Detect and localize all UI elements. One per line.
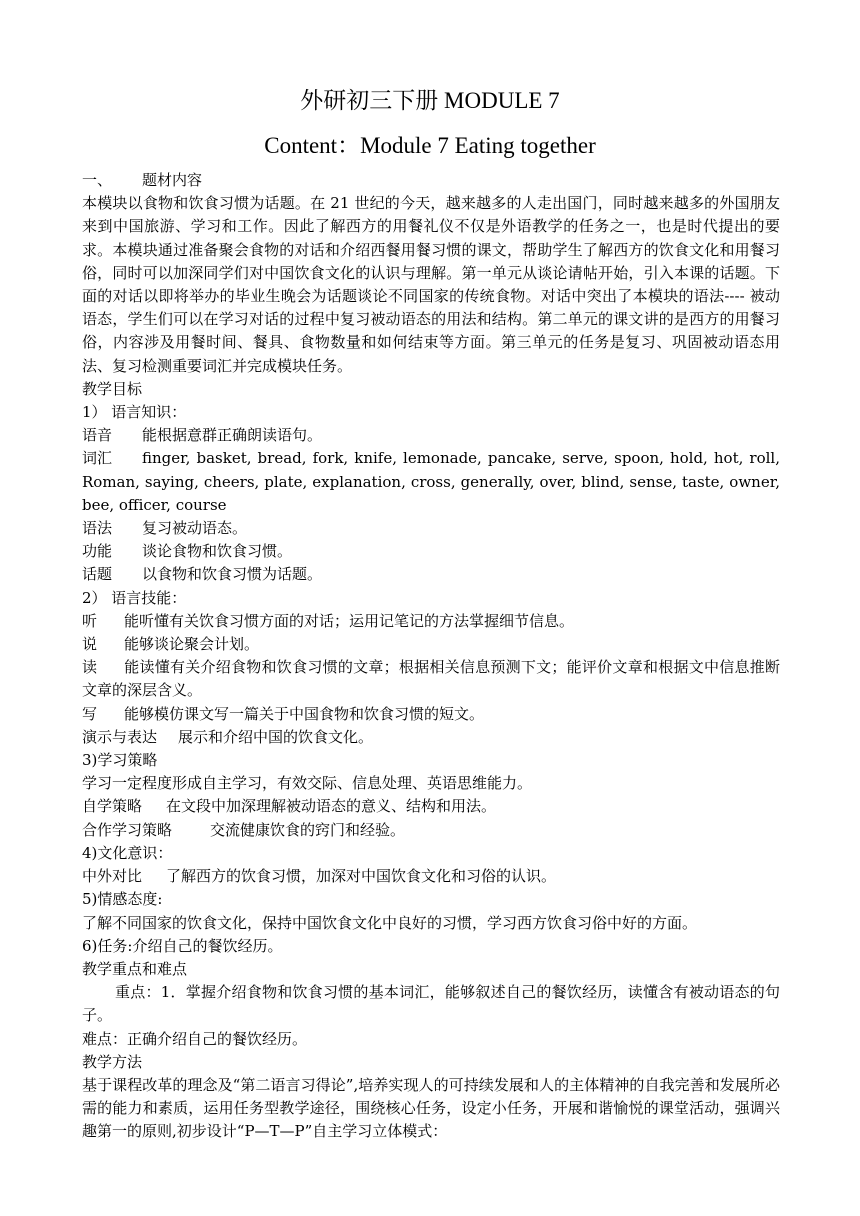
topic-line	[82, 563, 780, 586]
document-title: 外研初三下册 MODULE 7	[300, 88, 560, 113]
coop-strategy-label: 合作学习策略	[82, 820, 173, 839]
coop-strategy-text: 交流健康饮食的窍门和经验。	[210, 820, 406, 839]
pronunciation-line	[82, 424, 780, 447]
reading-label: 读	[82, 658, 98, 677]
culture-text: 了解西方的饮食习惯，加深对中国饮食文化和习俗的认识。	[166, 867, 557, 886]
listening-text: 能听懂有关饮食习惯方面的对话；运用记笔记的方法掌握细节信息。	[124, 611, 575, 630]
document-subtitle: Content：Module 7 Eating together	[264, 133, 596, 158]
lang-skills-heading: 2） 语言技能：	[82, 588, 187, 607]
method-heading: 教学方法	[82, 1052, 143, 1071]
goals-heading: 教学目标	[82, 379, 143, 398]
reading-line	[82, 656, 780, 702]
function-line	[82, 540, 780, 563]
pronunciation-label: 语音	[82, 426, 113, 445]
speaking-label: 说	[82, 635, 98, 654]
grammar-label: 语法	[82, 519, 113, 538]
key-points-text: 重点：1．掌握介绍食物和饮食习惯的基本词汇，能够叙述自己的餐饮经历，读懂含有被动语态的句子。	[82, 983, 780, 1025]
speaking-text: 能够谈论聚会计划。	[124, 635, 260, 654]
strategy-heading: 3)学习策略	[82, 751, 158, 770]
listening-line	[82, 610, 780, 633]
speaking-line	[82, 633, 780, 656]
section-heading-subject	[82, 169, 780, 192]
self-strategy-label: 自学策略	[82, 797, 143, 816]
culture-label: 中外对比	[82, 867, 143, 886]
difficult-points-text: 难点：正确介绍自己的餐饮经历。	[82, 1029, 308, 1048]
presentation-line	[82, 726, 780, 749]
attitude-heading: 5)情感态度:	[82, 890, 163, 909]
document-body	[82, 169, 780, 1144]
function-label: 功能	[82, 542, 113, 561]
self-strategy-line	[82, 795, 780, 818]
method-text: 基于课程改革的理念及“第二语言习得论”,培养实现人的可持续发展和人的主体精神的自我完善和发展所必需的能力和素质，运用任务型教学途径，围绕核心任务，设定小任务，开展和谐愉悦的课堂活动，强调兴趣第一的原则,初步设计“P—T—P”自主学习立体模式：	[82, 1075, 780, 1141]
self-strategy-text: 在文段中加深理解被动语态的意义、结构和用法。	[166, 797, 497, 816]
grammar-line	[82, 517, 780, 540]
strategy-text: 学习一定程度形成自主学习，有效交际、信息处理、英语思维能力。	[82, 774, 533, 793]
vocabulary-label: 词汇	[82, 449, 113, 468]
section-label: 题材内容	[142, 171, 203, 189]
presentation-label: 演示与表达	[82, 727, 158, 746]
task-heading: 6)任务:介绍自己的餐饮经历。	[82, 936, 283, 955]
function-text: 谈论食物和饮食习惯。	[142, 542, 293, 561]
culture-line	[82, 865, 780, 888]
intro-paragraph: 本模块以食物和饮食习惯为话题。在 21 世纪的今天，越来越多的人走出国门，同时越来越多的外国朋友来到中国旅游、学习和工作。因此了解西方的用餐礼仪不仅是外语教学的任务之一，也是时代提出的要求。本模块通过准备聚会食物的对话和介绍西餐用餐习惯的课文，帮助学生了解西方的饮食文化和用餐习俗，同时可以加深同学们对中国饮食文化的认识与理解。第一单元从谈论请帖开始，引入本课的话题。下面的对话以即将举办的毕业生晚会为话题谈论不同国家的传统食物。对话中突出了本模块的语法---- 被动语态，学生们可以在学习对话的过程中复习被动语态的用法和结构。第二单元的课文讲的是西方的用餐习俗，内容涉及用餐时间、餐具、食物数量和如何结束等方面。第三单元的任务是复习、巩固被动语态用法、复习检测重要词汇并完成模块任务。	[82, 194, 780, 375]
key-points-heading: 教学重点和难点	[82, 959, 188, 978]
writing-label: 写	[82, 704, 98, 723]
writing-text: 能够模仿课文写一篇关于中国食物和饮食习惯的短文。	[124, 704, 485, 723]
section-number: 一、	[82, 171, 113, 189]
reading-text: 能读懂有关介绍食物和饮食习惯的文章；根据相关信息预测下文；能评价文章和根据文中信息推断文章的深层含义。	[82, 658, 780, 700]
attitude-text: 了解不同国家的饮食文化，保持中国饮食文化中良好的习惯，学习西方饮食习俗中好的方面。	[82, 913, 698, 932]
pronunciation-text: 能根据意群正确朗读语句。	[142, 426, 323, 445]
vocabulary-line	[82, 447, 780, 517]
writing-line	[82, 703, 780, 726]
vocabulary-text: finger, basket, bread, fork, knife, lemonade, pancake, serve, spoon, hold, hot, roll, Roman, saying, cheers, plate, explanation, cross, generally, over, blind, sense, taste, owner, bee, officer, course	[82, 449, 780, 514]
presentation-text: 展示和介绍中国的饮食文化。	[178, 727, 374, 746]
coop-strategy-line	[82, 819, 780, 842]
topic-text: 以食物和饮食习惯为话题。	[142, 565, 323, 584]
culture-heading: 4)文化意识：	[82, 843, 173, 862]
grammar-text: 复习被动语态。	[142, 519, 248, 538]
listening-label: 听	[82, 611, 98, 630]
topic-label: 话题	[82, 565, 113, 584]
lang-knowledge-heading: 1） 语言知识：	[82, 403, 187, 422]
